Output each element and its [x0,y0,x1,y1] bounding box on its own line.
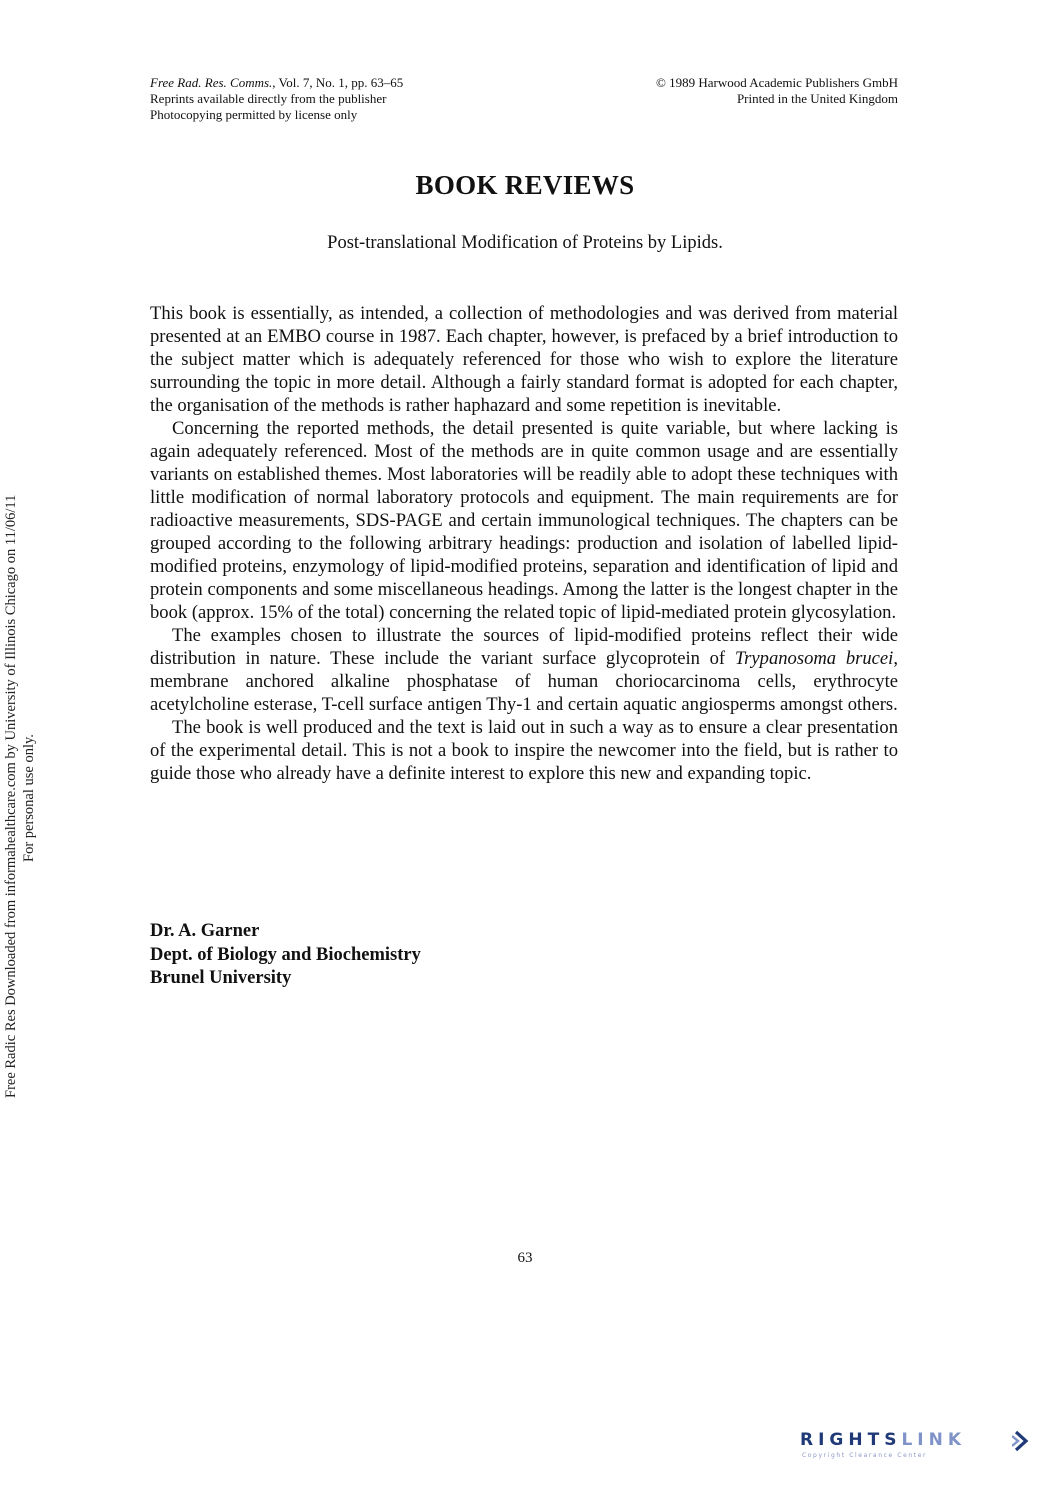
rightslink-link: LINK [901,1430,966,1450]
paragraph-4: The book is well produced and the text is laid out in such a way as to ensure a clear presentation of the experimental detail. This is not a book to inspire the newcomer into the field, but is rather to guide those who already have a definite interest to explore this new and expanding topic. [150,717,898,784]
rightslink-logo[interactable] [800,1430,1032,1466]
paragraph-3 [150,624,898,716]
paragraph-1: This book is essentially, as intended, a collection of methodologies and was derived from material presented at an EMBO course in 1987. Each chapter, however, is prefaced by a brief introduction to the subject matter which is adequately referenced for those who wish to explore the literature surrounding the topic in more detail. Although a fairly standard format is adopted for each chapter, the organisation of the methods is rather haphazard and some repetition is inevitable. [150,303,898,416]
photocopying-note: Photocopying permitted by license only [150,107,358,122]
journal-name: Free Rad. Res. Comms. [150,75,273,90]
rightslink-rights: RIGHTS [800,1430,902,1450]
download-stamp [0,0,44,1500]
species-name: Trypanosoma brucei [734,648,894,669]
reviewed-book-title: Post-translational Modification of Proteins by Lipids. [327,233,723,253]
volume-pages: , Vol. 7, No. 1, pp. 63–65 [272,75,404,90]
reviewer-signature [150,920,421,991]
download-stamp-line-2: For personal use only. [21,734,37,862]
journal-citation [150,75,403,91]
copyright-notice: © 1989 Harwood Academic Publishers GmbH [655,75,898,90]
reviewer-department: Dept. of Biology and Biochemistry [150,944,421,965]
reviewer-university: Brunel University [150,968,292,988]
reprints-note: Reprints available directly from the publisher [150,91,387,106]
printed-location: Printed in the United Kingdom [736,91,898,106]
rightslink-tagline: Copyright Clearance Center [802,1452,928,1459]
rightslink-wordmark [800,1430,966,1450]
paragraph-3-text-start: The examples chosen to illustrate the sources of lipid-modified proteins reflect their wide distribution in nature. These include the variant surface glycoprotein of [150,625,898,669]
running-header-left [150,75,403,123]
running-header-right [656,75,898,107]
paragraph-2: Concerning the reported methods, the detail presented is quite variable, but where lacking is again adequately referenced. Most of the methods are in quite common usage and are essentially variants on established themes. Most laboratories will be readily able to adopt these techniques with little modification of normal laboratory protocols and equipment. The main requirements are for radioactive measurements, SDS-PAGE and certain immunological techniques. The chapters can be grouped according to the following arbitrary headings: production and isolation of labelled lipid-modified proteins, enzymology of lipid-modified proteins, separation and identification of lipid and protein components and some miscellaneous headings. Among the latter is the longest chapter in the book (approx. 15% of the total) concerning the related topic of lipid-mediated protein glycosylation. [150,418,898,623]
download-stamp-line-1: Free Radic Res Downloaded from informahealthcare.com by University of Illinois Chicago on 11/06/11 [3,494,19,1098]
review-body [150,302,898,785]
reviewer-name: Dr. A. Garner [150,921,260,941]
page-number: 63 [517,1250,533,1266]
section-title: BOOK REVIEWS [415,170,635,200]
chevron-right-icon [1012,1430,1032,1452]
paragraph-3-text-end: , membrane anchored alkaline phosphatase of human choriocarcinoma cells, erythrocyte acetylcholine esterase, T-cell surface antigen Thy-1 and certain aquatic angiosperms amongst others. [150,648,898,715]
